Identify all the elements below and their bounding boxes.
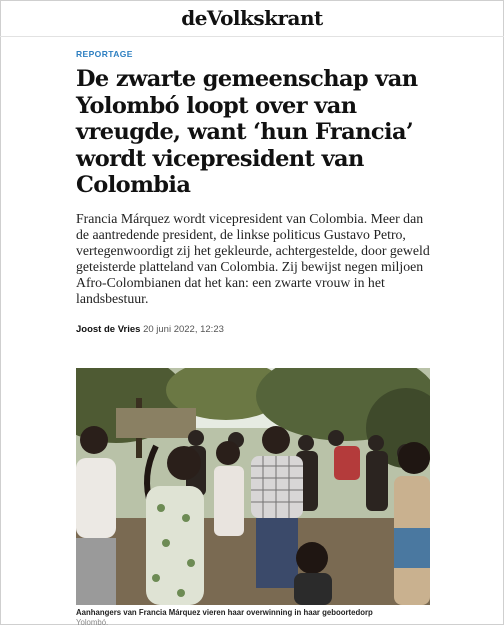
article-headline: De zwarte gemeenschap van Yolombó loopt over van vreugde, want ‘hun Francia’ wordt vicepresident van Colombia bbox=[76, 66, 418, 198]
photo-illustration bbox=[76, 368, 430, 605]
article-intro: Francia Márquez wordt vicepresident van Colombia. Meer dan de aantredende president, de linkse politicus Gustavo Petro, vertegenwoordigt zij het gekleurde, achtergestelde, door geweld geteisterde platteland van Colombia. Zij bewijst negen miljoen Afro-Colombianen dat het kan: een zwarte vrouw in het landsbestuur. bbox=[76, 211, 430, 306]
article-photo[interactable] bbox=[76, 368, 430, 605]
article-kicker[interactable]: REPORTAGE bbox=[76, 49, 133, 59]
publish-date: 20 juni 2022, 12:23 bbox=[143, 324, 224, 335]
photo-caption-continuation: Yolombó. bbox=[76, 618, 109, 627]
masthead bbox=[0, 0, 504, 37]
photo-caption bbox=[76, 608, 430, 628]
byline bbox=[76, 324, 224, 335]
author-name[interactable]: Joost de Vries bbox=[76, 324, 141, 335]
photo-caption-text: Aanhangers van Francia Márquez vieren haar overwinning in haar geboortedorp bbox=[76, 608, 373, 617]
volkskrant-logo[interactable]: deVolkskrant bbox=[181, 6, 323, 30]
